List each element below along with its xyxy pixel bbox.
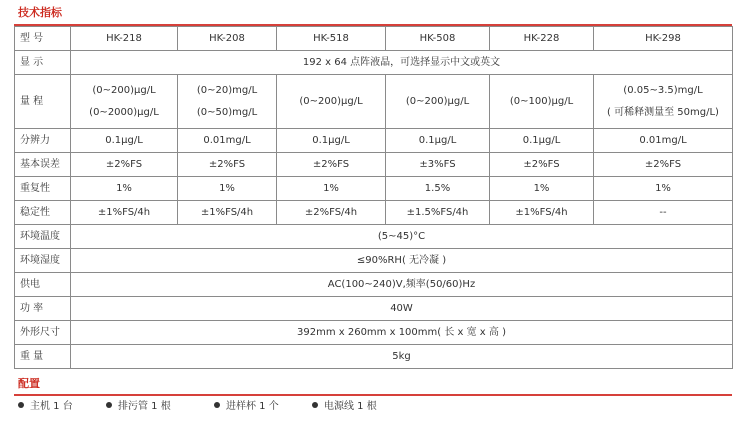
row-label: 分辨力: [15, 129, 71, 153]
row-label: 重 量: [15, 345, 71, 369]
table-row-range: [15, 75, 733, 129]
range-cell: [178, 75, 277, 129]
range-cell: [594, 75, 733, 129]
spec-table: [14, 26, 733, 369]
row-label: 型 号: [15, 27, 71, 51]
model-cell: HK-508: [386, 27, 490, 51]
table-row-model: [15, 27, 733, 51]
table-cell: 0.1µg/L: [71, 129, 178, 153]
config-item: [312, 399, 377, 415]
range-cell: [71, 75, 178, 129]
config-item: [106, 399, 171, 415]
range-value-secondary: (0~50)mg/L: [196, 106, 258, 118]
range-value-primary: (0~20)mg/L: [196, 84, 258, 96]
table-cell: 1%: [178, 177, 277, 201]
row-label: 基本误差: [15, 153, 71, 177]
model-cell: HK-208: [178, 27, 277, 51]
power-supply-value: AC(100~240)V,频率(50/60)Hz: [71, 273, 733, 297]
table-cell: ±2%FS: [277, 153, 386, 177]
table-row-basic-error: [15, 153, 733, 177]
table-row-temperature: [15, 225, 733, 249]
row-label: 稳定性: [15, 201, 71, 225]
row-label: 重复性: [15, 177, 71, 201]
model-cell: HK-228: [490, 27, 594, 51]
table-cell: 1%: [594, 177, 733, 201]
table-cell: 0.1µg/L: [277, 129, 386, 153]
config-item-label: 进样杯 1 个: [226, 401, 279, 412]
row-label: 环境湿度: [15, 249, 71, 273]
model-cell: HK-218: [71, 27, 178, 51]
bullet-icon: [214, 402, 220, 408]
range-value-primary: (0~200)µg/L: [92, 84, 156, 96]
row-label: 功 率: [15, 297, 71, 321]
config-item: [214, 399, 279, 415]
table-cell: 0.01mg/L: [594, 129, 733, 153]
table-cell: 1.5%: [386, 177, 490, 201]
row-label: 外形尺寸: [15, 321, 71, 345]
display-value: 192 x 64 点阵液晶，可选择显示中文或英文: [71, 51, 733, 75]
table-cell: 0.1µg/L: [490, 129, 594, 153]
table-row-resolution: [15, 129, 733, 153]
table-cell: --: [594, 201, 733, 225]
range-cell: (0~100)µg/L: [490, 75, 594, 129]
config-item: [18, 399, 73, 415]
range-cell: (0~200)µg/L: [386, 75, 490, 129]
table-cell: ±2%FS: [71, 153, 178, 177]
table-row-display: [15, 51, 733, 75]
table-cell: ±1%FS/4h: [490, 201, 594, 225]
config-item-label: 主机 1 台: [30, 401, 73, 412]
table-cell: 1%: [277, 177, 386, 201]
table-cell: ±2%FS: [490, 153, 594, 177]
row-label: 供电: [15, 273, 71, 297]
table-cell: 1%: [71, 177, 178, 201]
table-cell: ±2%FS/4h: [277, 201, 386, 225]
table-row-dimensions: [15, 321, 733, 345]
range-value-secondary: (0~2000)µg/L: [89, 106, 159, 118]
table-cell: 0.1µg/L: [386, 129, 490, 153]
config-section-title: 配置: [18, 377, 40, 390]
row-label: 环境温度: [15, 225, 71, 249]
specs-section-title: 技术指标: [18, 6, 62, 19]
table-cell: ±2%FS: [178, 153, 277, 177]
power-value: 40W: [71, 297, 733, 321]
table-row-stability: [15, 201, 733, 225]
bullet-icon: [312, 402, 318, 408]
temperature-value: (5~45)°C: [71, 225, 733, 249]
table-row-weight: [15, 345, 733, 369]
table-row-power-supply: [15, 273, 733, 297]
humidity-value: ≤90%RH( 无冷凝 ): [71, 249, 733, 273]
table-cell: ±3%FS: [386, 153, 490, 177]
row-label: 量 程: [15, 75, 71, 129]
range-value-note: ( 可稀释测量至 50mg/L): [607, 106, 719, 118]
table-cell: ±2%FS: [594, 153, 733, 177]
config-item-label: 排污管 1 根: [118, 401, 171, 412]
row-label: 显 示: [15, 51, 71, 75]
table-cell: ±1%FS/4h: [71, 201, 178, 225]
range-value-primary: (0.05~3.5)mg/L: [623, 84, 703, 96]
range-cell: (0~200)µg/L: [277, 75, 386, 129]
bullet-icon: [18, 402, 24, 408]
config-divider: [14, 394, 732, 396]
table-row-repeatability: [15, 177, 733, 201]
table-cell: ±1.5%FS/4h: [386, 201, 490, 225]
table-cell: 1%: [490, 177, 594, 201]
weight-value: 5kg: [71, 345, 733, 369]
dimensions-value: 392mm x 260mm x 100mm( 长 x 宽 x 高 ): [71, 321, 733, 345]
bullet-icon: [106, 402, 112, 408]
config-item-label: 电源线 1 根: [324, 401, 377, 412]
table-cell: 0.01mg/L: [178, 129, 277, 153]
table-row-humidity: [15, 249, 733, 273]
model-cell: HK-518: [277, 27, 386, 51]
table-row-power: [15, 297, 733, 321]
model-cell: HK-298: [594, 27, 733, 51]
table-cell: ±1%FS/4h: [178, 201, 277, 225]
